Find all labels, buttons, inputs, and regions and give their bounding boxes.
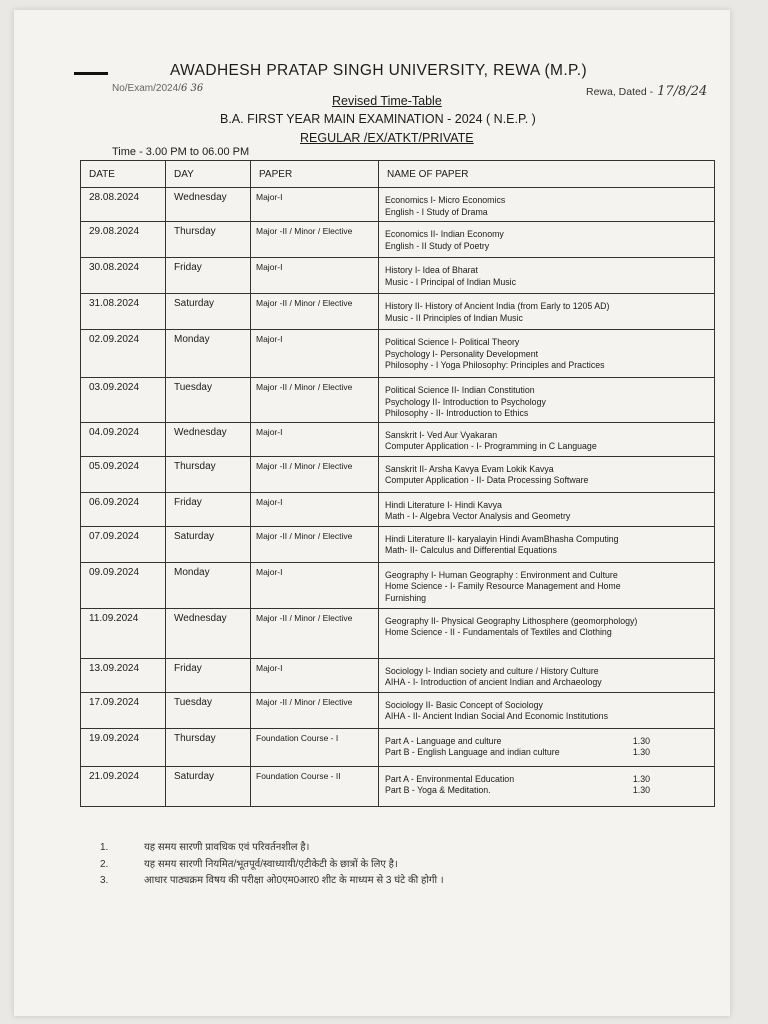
paper-name-line: Economics II- Indian Economy [385, 229, 504, 239]
timetable [80, 160, 715, 807]
pen-mark [74, 72, 108, 75]
table-row [81, 692, 715, 728]
exam-day-cell: Wednesday [166, 608, 251, 658]
exam-date-cell: 13.09.2024 [81, 658, 166, 692]
paper-part-label: Part A - Language and culture [385, 735, 502, 746]
note-item [100, 873, 444, 890]
document-page [14, 10, 730, 1016]
paper-type-cell: Major -II / Minor / Elective [251, 222, 379, 258]
paper-part-label: Part A - Environmental Education [385, 773, 515, 784]
paper-part-duration: 1.30 [632, 747, 650, 757]
paper-name-line: AIHA - II- Ancient Indian Social And Economic Institutions [385, 711, 608, 721]
paper-name-cell [379, 188, 715, 222]
table-row [81, 222, 715, 258]
exam-day-cell: Wednesday [166, 188, 251, 222]
exam-date-cell: 05.09.2024 [81, 456, 166, 492]
paper-name-line: History II- History of Ancient India (from Early to 1205 AD) [385, 301, 610, 311]
paper-name-line: English - I Study of Drama [385, 206, 488, 217]
paper-part-duration: 1.30 [632, 773, 650, 784]
exam-date-cell: 28.08.2024 [81, 188, 166, 222]
exam-day-cell: Tuesday [166, 378, 251, 423]
exam-title: B.A. FIRST YEAR MAIN EXAMINATION - 2024 ( N.E.P. ) [220, 112, 536, 126]
paper-name-cell [379, 456, 715, 492]
rewa-dated-label: Rewa, Dated - [586, 86, 654, 98]
paper-part-label: Part B - English Language and indian culture [385, 747, 560, 757]
exam-date-cell: 02.09.2024 [81, 330, 166, 378]
paper-name-line: Furnishing [385, 592, 427, 603]
paper-type-cell: Major -II / Minor / Elective [251, 692, 379, 728]
exam-day-cell: Monday [166, 330, 251, 378]
paper-name-line [385, 747, 710, 759]
paper-name-line: Psychology II- Introduction to Psychology [385, 396, 546, 407]
paper-name-line: Psychology I- Personality Development [385, 348, 539, 359]
student-category: REGULAR /EX/ATKT/PRIVATE [300, 131, 474, 145]
dated-line [586, 84, 707, 99]
paper-name-cell [379, 728, 715, 766]
note-text: यह समय सारणी नियमित/भूतपूर्व/स्वाध्यायी/एटीकेटी के छात्रों के लिए है। [144, 858, 398, 870]
exam-day-cell: Saturday [166, 526, 251, 562]
paper-type-cell: Major-I [251, 188, 379, 222]
paper-type-cell: Major-I [251, 330, 379, 378]
column-header-paper: PAPER [251, 161, 379, 188]
exam-day-cell: Tuesday [166, 692, 251, 728]
note-text: आधार पाठ्यक्रम विषय की परीक्षा ओ0एम0आर0 शीट के माध्यम से 3 घंटे की होगी । [144, 875, 444, 886]
paper-name-line: Sociology I- Indian society and culture / History Culture [385, 665, 599, 676]
paper-type-cell: Major -II / Minor / Elective [251, 456, 379, 492]
paper-part-label: Part B - Yoga & Meditation. [385, 785, 491, 795]
paper-part-duration: 1.30 [632, 785, 650, 795]
paper-name-line: History I- Idea of Bharat [385, 265, 478, 275]
document-title: Revised Time-Table [332, 94, 442, 108]
timetable-body [81, 188, 715, 807]
paper-type-cell: Major-I [251, 562, 379, 608]
university-name: AWADHESH PRATAP SINGH UNIVERSITY, REWA (M.P.) [170, 62, 588, 79]
exam-date-cell: 30.08.2024 [81, 258, 166, 294]
exam-day-cell: Thursday [166, 222, 251, 258]
paper-name-line: Political Science II- Indian Constitution [385, 385, 535, 395]
exam-date-cell: 09.09.2024 [81, 562, 166, 608]
exam-time: Time - 3.00 PM to 06.00 PM [112, 146, 250, 158]
paper-name-line [385, 774, 710, 786]
exam-date-cell: 11.09.2024 [81, 608, 166, 658]
paper-type-cell: Major -II / Minor / Elective [251, 608, 379, 658]
paper-name-line: Political Science I- Political Theory [385, 337, 520, 347]
paper-name-line: Sanskrit I- Ved Aur Vyakaran [385, 429, 498, 440]
paper-type-cell: Major-I [251, 422, 379, 456]
paper-name-line: Sanskrit II- Arsha Kavya Evam Lokik Kavya [385, 463, 554, 474]
paper-name-line: Geography II- Physical Geography Lithosphere (geomorphology) [385, 615, 638, 626]
handwritten-date: 17/8/24 [657, 84, 708, 99]
paper-name-line: Computer Application - I- Programming in C Language [385, 441, 597, 451]
paper-name-line [385, 785, 710, 797]
exam-day-cell: Friday [166, 658, 251, 692]
paper-name-cell [379, 658, 715, 692]
paper-name-line: Hindi Literature I- Hindi Kavya [385, 499, 502, 510]
table-row [81, 188, 715, 222]
paper-name-line: Home Science - I- Family Resource Management and Home [385, 581, 621, 591]
exam-date-cell: 21.09.2024 [81, 766, 166, 806]
paper-name-line: Home Science - II - Fundamentals of Textiles and Clothing [385, 627, 612, 637]
paper-name-line: English - II Study of Poetry [385, 240, 490, 251]
paper-name-line: Math- II- Calculus and Differential Equations [385, 545, 557, 555]
note-item [100, 857, 444, 874]
paper-name-line: Philosophy - II- Introduction to Ethics [385, 408, 529, 418]
paper-name-line: Geography I- Human Geography : Environment and Culture [385, 569, 618, 580]
paper-name-cell [379, 766, 715, 806]
note-item [100, 840, 444, 857]
paper-name-cell [379, 378, 715, 423]
paper-name-line: Hindi Literature II- karyalayin Hindi AvamBhasha Computing [385, 533, 619, 544]
table-row [81, 658, 715, 692]
paper-type-cell: Major -II / Minor / Elective [251, 526, 379, 562]
reference-printed: No/Exam/2024/ [112, 83, 181, 94]
exam-date-cell: 04.09.2024 [81, 422, 166, 456]
notes-list [100, 840, 444, 890]
table-row [81, 330, 715, 378]
exam-date-cell: 19.09.2024 [81, 728, 166, 766]
exam-day-cell: Monday [166, 562, 251, 608]
paper-type-cell: Foundation Course - I [251, 728, 379, 766]
paper-name-cell [379, 492, 715, 526]
table-row [81, 608, 715, 658]
table-row [81, 258, 715, 294]
table-row [81, 526, 715, 562]
paper-type-cell: Major -II / Minor / Elective [251, 378, 379, 423]
paper-name-cell [379, 222, 715, 258]
paper-name-line [385, 736, 710, 748]
column-header-day: DAY [166, 161, 251, 188]
table-row [81, 422, 715, 456]
table-row [81, 728, 715, 766]
note-text: यह समय सारणी प्रावधिक एवं परिवर्तनशील है। [144, 842, 310, 853]
paper-name-cell [379, 562, 715, 608]
exam-day-cell: Wednesday [166, 422, 251, 456]
note-number: 2. [100, 858, 109, 870]
exam-day-cell: Thursday [166, 728, 251, 766]
paper-type-cell: Major-I [251, 492, 379, 526]
exam-date-cell: 31.08.2024 [81, 294, 166, 330]
exam-date-cell: 29.08.2024 [81, 222, 166, 258]
exam-day-cell: Friday [166, 258, 251, 294]
exam-day-cell: Saturday [166, 766, 251, 806]
paper-name-line: AIHA - I- Introduction of ancient Indian and Archaeology [385, 677, 602, 687]
table-row [81, 456, 715, 492]
table-row [81, 766, 715, 806]
paper-name-line: Music - I Principal of Indian Music [385, 276, 517, 287]
table-header-row [81, 161, 715, 188]
paper-name-cell [379, 258, 715, 294]
paper-name-line: Philosophy - I Yoga Philosophy: Principles and Practices [385, 360, 605, 370]
exam-day-cell: Saturday [166, 294, 251, 330]
table-row [81, 294, 715, 330]
note-number: 3. [100, 875, 109, 886]
paper-name-line: Sociology II- Basic Concept of Sociology [385, 699, 543, 710]
paper-type-cell: Major -II / Minor / Elective [251, 294, 379, 330]
exam-date-cell: 03.09.2024 [81, 378, 166, 423]
table-row [81, 562, 715, 608]
paper-name-line: Computer Application - II- Data Processing Software [385, 475, 589, 485]
table-row [81, 492, 715, 526]
paper-name-line: Economics I- Micro Economics [385, 195, 506, 205]
paper-type-cell: Major-I [251, 658, 379, 692]
table-row [81, 378, 715, 423]
paper-name-cell [379, 526, 715, 562]
paper-part-duration: 1.30 [632, 735, 650, 746]
paper-name-cell [379, 692, 715, 728]
exam-day-cell: Thursday [166, 456, 251, 492]
paper-name-line: Math - I- Algebra Vector Analysis and Geometry [385, 511, 571, 521]
paper-name-cell [379, 330, 715, 378]
reference-number [112, 83, 203, 94]
exam-date-cell: 06.09.2024 [81, 492, 166, 526]
column-header-date: DATE [81, 161, 166, 188]
paper-name-cell [379, 608, 715, 658]
reference-handwritten: 6 36 [180, 83, 204, 94]
paper-name-cell [379, 294, 715, 330]
column-header-name-of-paper: NAME OF PAPER [379, 161, 715, 188]
note-number: 1. [100, 842, 109, 853]
paper-type-cell: Foundation Course - II [251, 766, 379, 806]
exam-day-cell: Friday [166, 492, 251, 526]
paper-name-cell [379, 422, 715, 456]
paper-type-cell: Major-I [251, 258, 379, 294]
paper-name-line: Music - II Principles of Indian Music [385, 312, 523, 323]
exam-date-cell: 07.09.2024 [81, 526, 166, 562]
exam-date-cell: 17.09.2024 [81, 692, 166, 728]
